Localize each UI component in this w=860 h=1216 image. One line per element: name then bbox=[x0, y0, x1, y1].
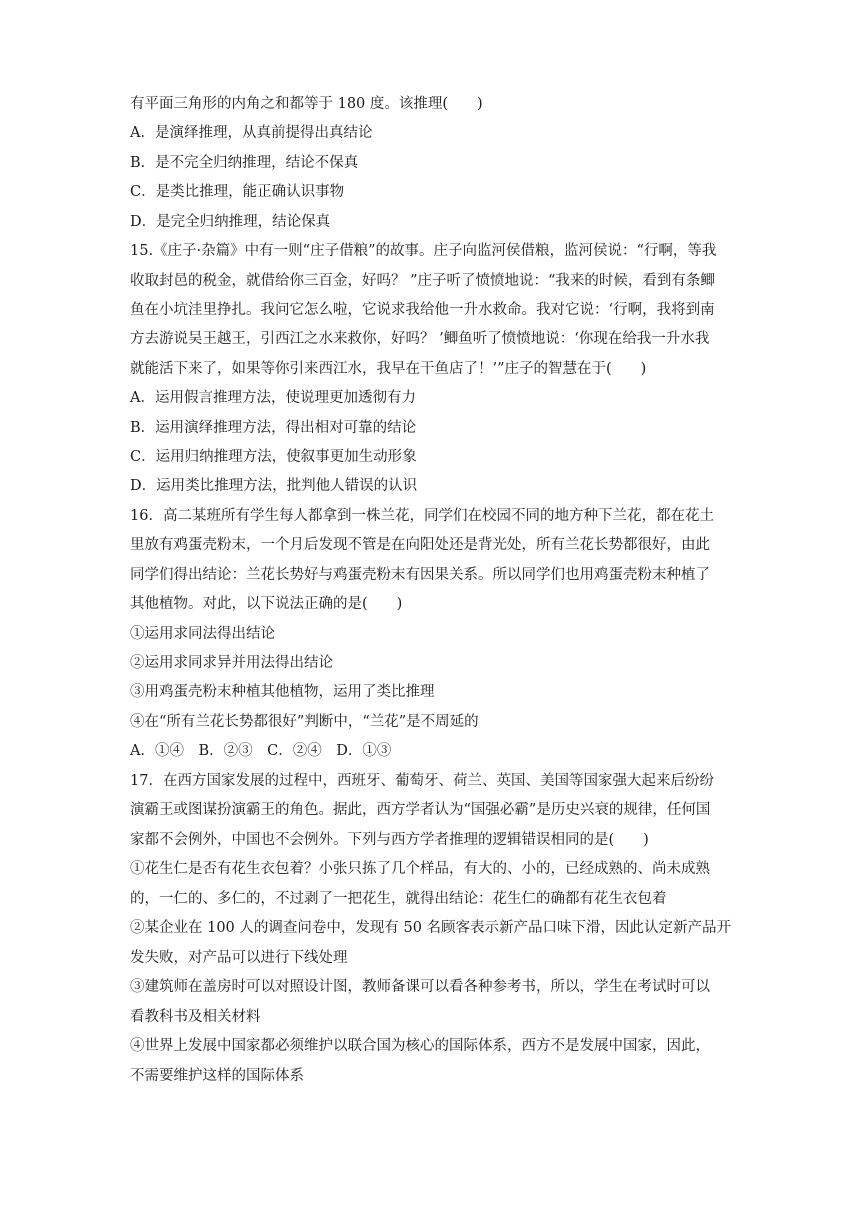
text-line: ④世界上发展中国家都必须维护以联合国为核心的国际体系，西方不是发展中国家，因此， bbox=[130, 1038, 710, 1054]
text-line: A．是演绎推理，从真前提得出真结论 bbox=[130, 125, 373, 141]
text-line: 的，一仁的、多仁的，不过剥了一把花生，就得出结论：花生仁的确都有花生衣包着 bbox=[130, 891, 667, 907]
text-line: ②某企业在 100 人的调查问卷中，发现有 50 名顾客表示新产品口味下滑，因此认定新产品开 bbox=[130, 920, 732, 936]
text-line: ③用鸡蛋壳粉末种植其他植物，运用了类比推理 bbox=[130, 684, 435, 700]
text-line: 演霸王或图谋扮演霸王的角色。据此，西方学者认为“国强必霸”是历史兴衰的规律，任何国 bbox=[130, 802, 711, 818]
text-line: 15.《庄子·杂篇》中有一则“庄子借粮”的故事。庄子向监河侯借粮，监河侯说：“行啊，等我 bbox=[130, 243, 717, 259]
text-line: 不需要维护这样的国际体系 bbox=[130, 1068, 304, 1084]
text-line: C．是类比推理，能正确认识事物 bbox=[130, 184, 345, 200]
text-line: 鱼在小坑洼里挣扎。我问它怎么啦，它说求我给他一升水救命。我对它说：‘行啊，我将到南 bbox=[130, 302, 715, 318]
text-line: 发失败，对产品可以进行下线处理 bbox=[130, 950, 348, 966]
text-line: ③建筑师在盖房时可以对照设计图，教师备课可以看各种参考书，所以，学生在考试时可以 bbox=[130, 979, 710, 995]
text-line: ②运用求同求异并用法得出结论 bbox=[130, 655, 333, 671]
text-line: 就能活下来了，如果等你引来西江水，我早在干鱼店了！’”庄子的智慧在于( ) bbox=[130, 361, 647, 377]
text-line: A．①④ B．②③ C．②④ D．①③ bbox=[130, 743, 392, 759]
text-line: 其他植物。对此，以下说法正确的是( ) bbox=[130, 596, 403, 612]
text-line: 收取封邑的税金，就借给你三百金，好吗？ ”庄子听了愤愤地说：“我来的时候，看到有条鲫 bbox=[130, 273, 715, 289]
text-line: 17．在西方国家发展的过程中，西班牙、葡萄牙、荷兰、英国、美国等国家强大起来后纷纷 bbox=[130, 773, 714, 789]
text-line: 里放有鸡蛋壳粉末，一个月后发现不管是在向阳处还是背光处，所有兰花长势都很好，由此 bbox=[130, 537, 710, 553]
text-line: 同学们得出结论：兰花长势好与鸡蛋壳粉末有因果关系。所以同学们也用鸡蛋壳粉末种植了 bbox=[130, 567, 710, 583]
text-line: D．运用类比推理方法，批判他人错误的认识 bbox=[130, 478, 418, 494]
text-line: 看教科书及相关材料 bbox=[130, 1009, 261, 1025]
text-line: 家都不会例外，中国也不会例外。下列与西方学者推理的逻辑错误相同的是( ) bbox=[130, 832, 649, 848]
text-line: 16．高二某班所有学生每人都拿到一株兰花，同学们在校园不同的地方种下兰花，都在花土 bbox=[130, 508, 714, 524]
text-line: 方去游说吴王越王，引西江之水来救你，好吗？ ’鲫鱼听了愤愤地说：‘你现在给我一升水我 bbox=[130, 331, 710, 347]
text-line: ①运用求同法得出结论 bbox=[130, 626, 275, 642]
text-line: A．运用假言推理方法，使说理更加透彻有力 bbox=[130, 390, 416, 406]
text-line: C．运用归纳推理方法，使叙事更加生动形象 bbox=[130, 449, 417, 465]
text-line: ④在“所有兰花长势都很好”判断中，“兰花”是不周延的 bbox=[130, 714, 479, 730]
text-line: ①花生仁是否有花生衣包着？小张只拣了几个样品，有大的、小的，已经成熟的、尚未成熟 bbox=[130, 861, 710, 877]
text-line: B．运用演绎推理方法，得出相对可靠的结论 bbox=[130, 420, 417, 436]
text-line: D．是完全归纳推理，结论保真 bbox=[130, 214, 331, 230]
text-line: B．是不完全归纳推理，结论不保真 bbox=[130, 155, 359, 171]
text-line: 有平面三角形的内角之和都等于 180 度。该推理( ) bbox=[130, 96, 483, 112]
